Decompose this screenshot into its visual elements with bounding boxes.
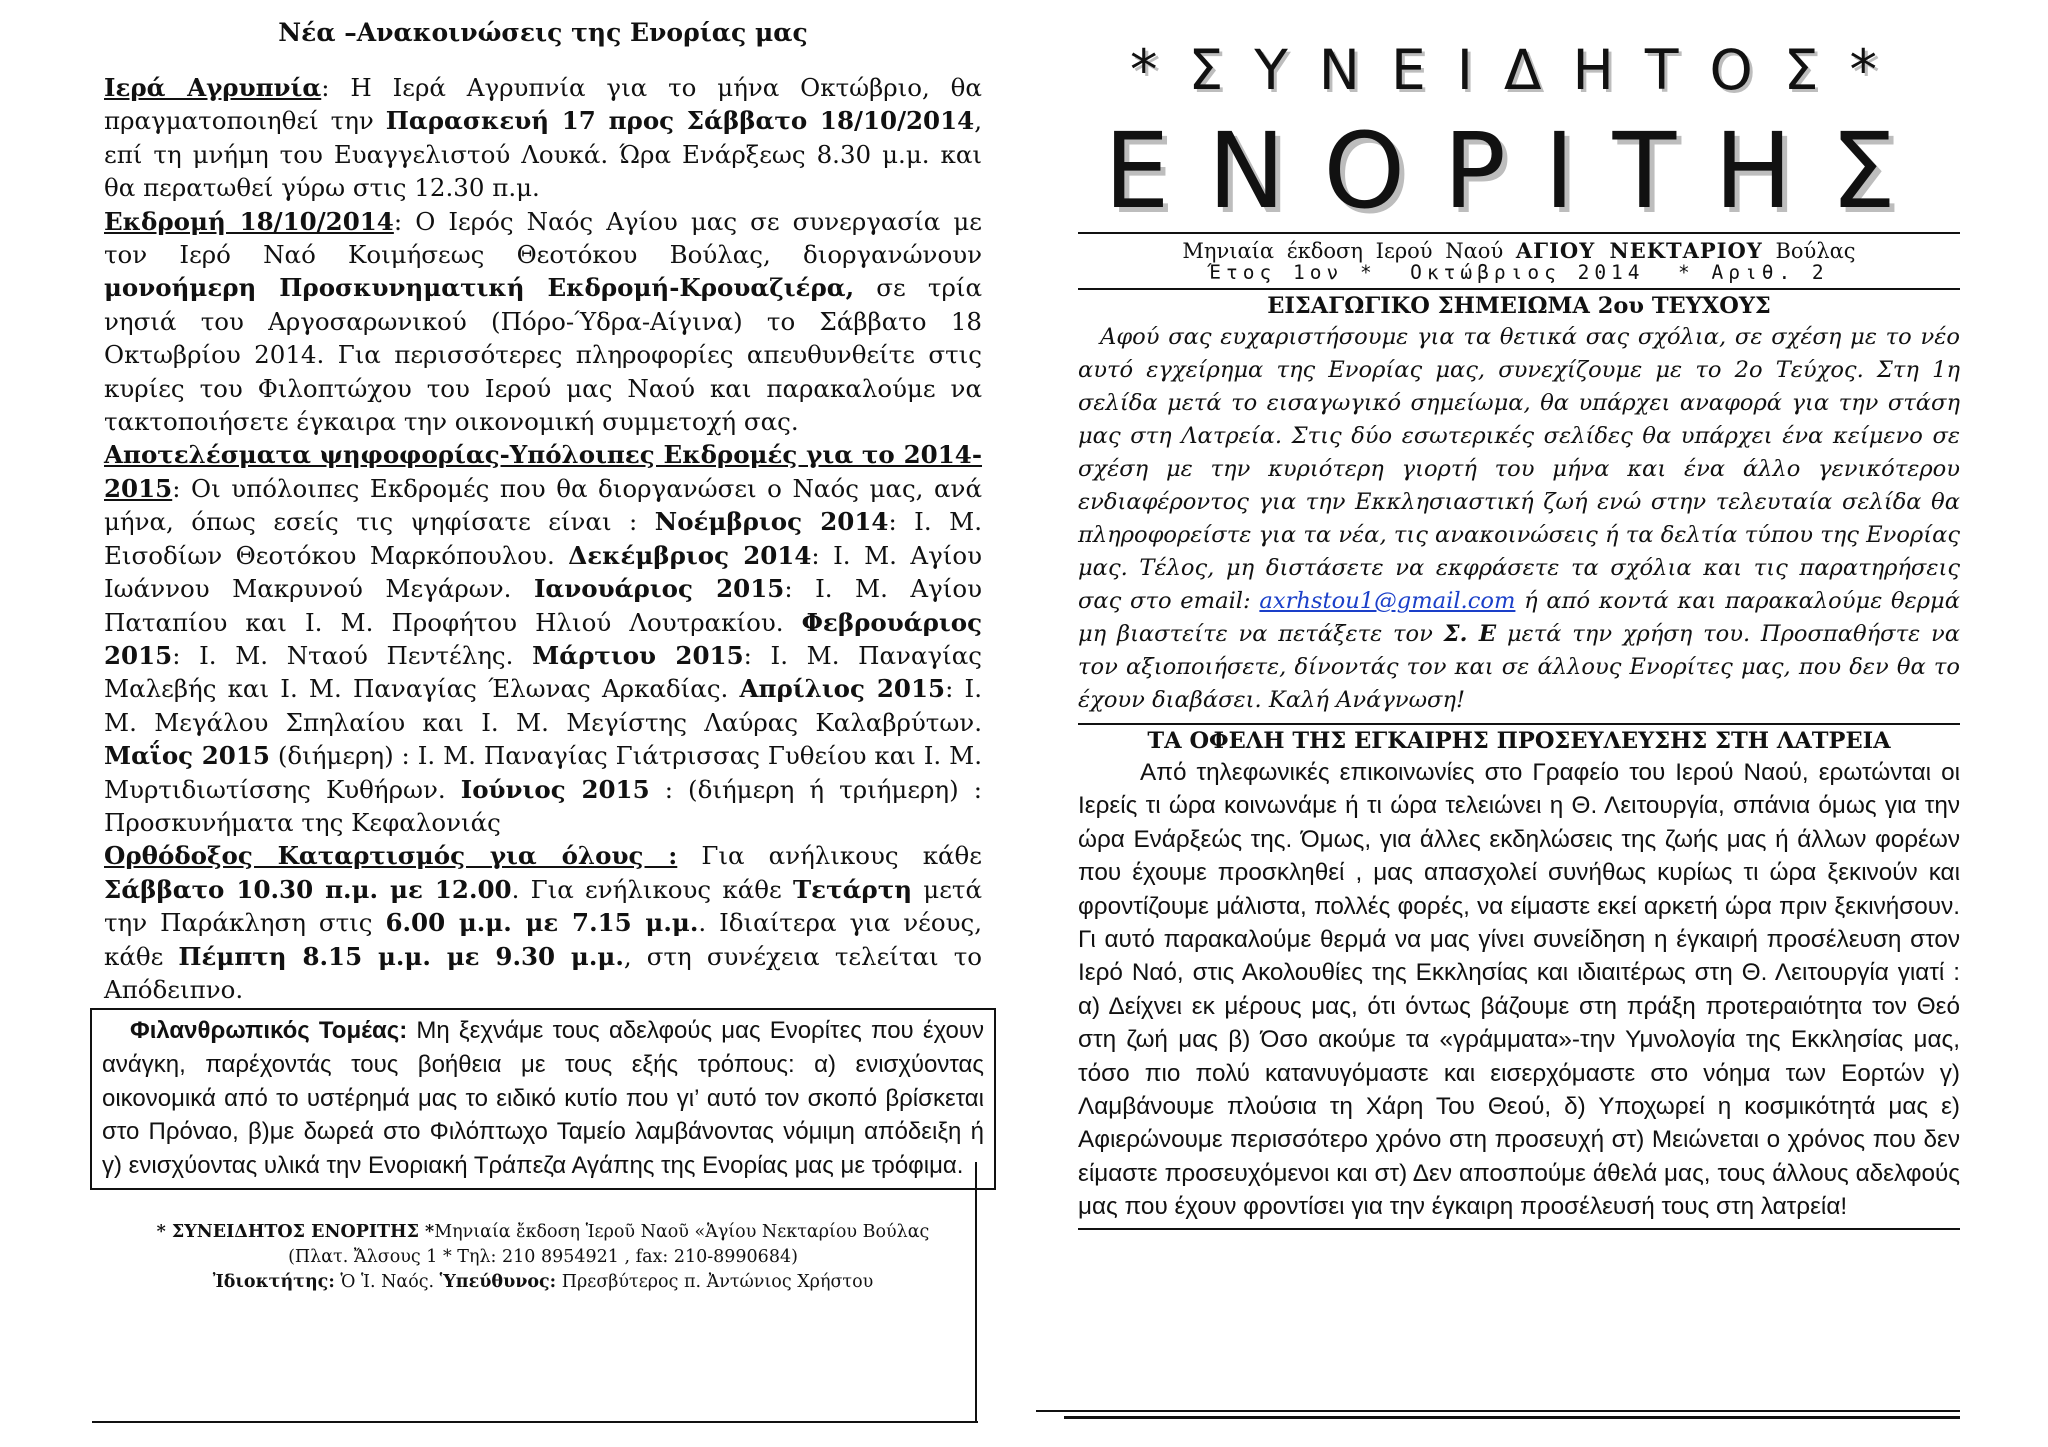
month-6: Απρίλιος 2015 — [739, 674, 946, 704]
left-page — [104, 0, 982, 1447]
colophon-address: (Πλατ. Ἄλσους 1 * Τηλ: 210 8954921 , fax: 210-8990684) — [288, 1247, 798, 1268]
agrypnia-label: Ιερά Αγρυπνία — [104, 73, 322, 102]
colophon — [104, 1220, 982, 1295]
month-7: Μαΐος 2015 — [104, 741, 270, 771]
announcements-title: Νέα –Ανακοινώσεις της Ενορίας μας — [278, 18, 808, 47]
article-paragraph: Από τηλεφωνικές επικοινωνίες στο Γραφείο του Ιερού Ναού, ερωτώνται οι Ιερείς τι ώρα κοινωνάμε ή τι ώρα τελειώνει η Θ. Λειτουργία, σπάνια όμως για την ώρα Ενάρξεώς της. Όμως, για άλλες εκδηλώσεις της ζωής μας ή άλλων φορέων που έχουμε προσκληθεί , μας απασχολεί συνήθως κυρίως τι ώρα ξεκινούν και φροντίζουμε μάλιστα, πολλές φορές, να είμαστε εκεί αρκετή ώρα πριν ξεκινήσουν. Γι αυτό παρακαλούμε θερμά να μας γίνει συνείδηση η έγκαιρή προσέλευση στον Ιερό Ναό, στις Ακολουθίες της Εκκλησίας και ιδιαιτέρως στη Θ. Λειτουργία γιατί : α) Δείχνει εκ μέρους μας, ότι όντως βάζουμε στη πράξη προτεραιότητα τον Θεό στη ζωή μας β) Όσο ακούμε τα «γράμματα»-την Υμνολογία της Εκκλησίας μας, τόσο πιο πολύ κατανυγόμαστε και εισερχόμαστε στο νόημα των Εορτών γ) Λαμβάνουμε πλούσια τη Χάρη Του Θεού, δ) Υποχωρεί η κοσμικότητά μας ε) Αφιερώνουμε περισσότερο χρόνο στη προσευχή στ) Μειώνεται ο χρόνος που δεν είμαστε προσευχόμενοι και στ) Δεν αποσπούμε άθελά μας, τους άλλους αδελφούς μας που έχουν φροντίσει για την έγκαιρη προσέλευσή τους στη λατρεία! — [1078, 759, 1960, 1221]
agrypnia-date: Παρασκευή 17 προς Σάββατο 18/10/2014 — [385, 106, 975, 136]
month-5: Μάρτιου 2015 — [532, 640, 744, 670]
responsible-value: Πρεσβύτερος π. Ἀντώνιος Χρήστου — [556, 1272, 874, 1293]
month-1: Νοέμβριος 2014 — [654, 507, 889, 537]
month-3: Ιανουάριος 2015 — [533, 574, 785, 604]
article-rule — [1078, 1228, 1960, 1230]
colophon-publisher: Μηνιαία ἔκδοση Ἱεροῦ Ναοῦ «Ἁγίου Νεκταρίου Βούλας — [434, 1222, 930, 1243]
left-vertical-rule — [975, 1162, 977, 1422]
charity-paragraph — [102, 1014, 984, 1182]
charity-text: Μη ξεχνάμε τους αδελφούς μας Ενορίτες που έχουν ανάγκη, παρέχοντάς τους βοήθεια με τους εξής τρόπους: α) ενισχύοντας οικονομικά από το υστέρημά μας το ειδικό κυτίο που γι’ αυτό τον σκοπό βρίσκεται στο Πρόναο, β)με δωρεά στο Φιλόπτωχο Ταμείο λαμβάνοντας νόμιμη απόδειξη ή γ) ενισχύοντας υλικά την Ενοριακή Τράπεζα Αγάπης της Ενορίας μας με τρόφιμα. — [102, 1017, 984, 1179]
left-bottom-rule — [92, 1421, 978, 1423]
intro-text-1: Αφού σας ευχαριστήσουμε για τα θετικά σας σχόλια, σε σχέση με το νέο αυτό εγχείρημα της Ενορίας μας, συνεχίζουμε με το 2ο Τεύχος. Στη 1η σελίδα μετά το εισαγωγικό σημείωμα, θα υπάρχει αναφορά για την στάση μας στη Λατρεία. Στις δύο εσωτερικές σελίδες θα υπάρχει ένα κείμενο σε σχέση με την κυριότερη γιορτή του μήνα και ένα άλλο γενικότερου ενδιαφέροντος για την Εκκλησιαστική ζωή ενώ στην τελευταία σελίδα θα πληροφορείστε για τα νέα, τις ανακοινώσεις ή τα δελτία τύπου της Ενορίας μας. Τέλος, μη διστάσετε να εκφράσετε τα σχόλια και τις παρατηρήσεις σας στο email: — [1078, 324, 1960, 614]
charity-box — [90, 1008, 996, 1190]
katartismos-text-5: , στη συνέχεια τελείται το Απόδειπνο. — [104, 941, 982, 1004]
email-link[interactable]: axrhstou1@gmail.com — [1259, 588, 1516, 614]
katartismos-bold-1: Σάββατο 10.30 π.μ. με 12.00 — [104, 874, 512, 904]
katartismos-label: Ορθόδοξος Καταρτισμός για όλους : — [104, 841, 678, 871]
issue-rule — [1078, 288, 1960, 290]
katartismos-text-2: . Για ενήλικους κάθε — [511, 874, 793, 904]
dest-3: : Ι. Μ. Αγίου Παταπίου και Ι. Μ. Προφήτου Ηλιού Λουτρακίου. — [104, 574, 982, 637]
charity-label: Φιλανθρωπικός Τομέας: — [130, 1017, 408, 1045]
ekdromi-label: Εκδρομή 18/10/2014 — [104, 206, 394, 236]
paragraph-katartismos — [104, 839, 982, 1006]
apotelesmata-intro: : Οι υπόλοιπες Εκδρομές που θα διοργανώσει ο Ναός μας, ανά μήνα, όπως εσείς τις ψηφίσατε είναι : — [104, 473, 982, 537]
paragraph-apotelesmata — [104, 438, 982, 839]
dest-6: : Ι. Μ. Μεγάλου Σπηλαίου και Ι. Μ. Μεγίστης Λαύρας Καλαβρύτων. — [104, 674, 982, 737]
colophon-line-3 — [104, 1270, 982, 1295]
katartismos-text-1: Για ανήλικους κάθε — [677, 841, 983, 871]
katartismos-text-4: . Ιδιαίτερα για νέους, κάθε — [104, 908, 982, 971]
katartismos-bold-2: Τετάρτη — [792, 874, 913, 904]
intro-rule — [1078, 723, 1960, 725]
intro-text-2: ή από κοντά και παρακαλούμε θερμά μη βιαστείτε να πετάξετε τον — [1078, 588, 1960, 647]
right-bottom-rule-2 — [1064, 1416, 1960, 1419]
agrypnia-text-1: : Η Ιερά Αγρυπνία για το μήνα Οκτώβριο, θα πραγματοποιηθεί την — [104, 73, 982, 136]
right-bottom-rule-1 — [1036, 1410, 1960, 1412]
dest-1: : Ι. Μ. Εισοδίων Θεοτόκου Μαρκόπουλου. — [104, 507, 982, 570]
publication-church: ΑΓΙΟΥ ΝΕΚΤΑΡΙΟΥ — [1515, 238, 1763, 263]
issue-line: Έτος 1ον * Οκτώβριος 2014 * Αριθ. 2 — [1209, 261, 1829, 284]
apotelesmata-label: Αποτελέσματα ψηφοφορίας-Υπόλοιπες Εκδρομές για το 2014-2015 — [104, 440, 982, 503]
dest-4: : Ι. Μ. Νταού Πεντέλης. — [172, 640, 533, 670]
ekdromi-bold: μονοήμερη Προσκυνηματική Εκδρομή-Κρουαζιέρα, — [104, 273, 855, 303]
owner-label: Ἰδιοκτήτης: — [212, 1272, 335, 1293]
katartismos-text-3: μετά την Παράκληση στις — [104, 874, 982, 938]
right-page — [1078, 0, 1960, 1447]
paragraph-agrypnia — [104, 71, 982, 205]
month-8: Ιούνιος 2015 — [460, 774, 650, 804]
month-2: Δεκέμβριος 2014 — [568, 540, 812, 570]
ekdromi-text-2: σε τρία νησιά του Αργοσαρωνικού (Πόρο-Ύδρα-Αίγινα) το Σάββατο 18 Οκτωβρίου 2014. Για περισσότερες πληροφορίες απευθυνθείτε στις κυρίες του Φιλοπτώχου του Ιερού μας Ναού και παρακαλούμε να τακτοποιήσετε έγκαιρα την οικονομική συμμετοχή σας. — [104, 273, 982, 437]
intro-heading: ΕΙΣΑΓΩΓΙΚΟ ΣΗΜΕΙΩΜΑ 2ου ΤΕΥΧΟΥΣ — [1267, 293, 1771, 319]
ekdromi-text-1: : Ο Ιερός Ναός Αγίου μας σε συνεργασία με τον Ιερό Ναό Κοιμήσεως Θεοτόκου Βούλας, διοργανώνουν — [104, 206, 982, 270]
agrypnia-text-2: , επί τη μνήμη του Ευαγγελιστού Λουκά. Ώρα Ενάρξεως 8.30 μ.μ. και θα περατωθεί γύρω στις 12.30 π.μ. — [104, 106, 982, 203]
publication-post: Βούλας — [1762, 239, 1856, 263]
paragraph-ekdromi — [104, 205, 982, 439]
owner-value: Ὁ Ἱ. Ναός. — [334, 1272, 440, 1293]
masthead-top: *ΣΥΝΕΙΔΗΤΟΣ* — [1129, 38, 1909, 102]
responsible-label: Ὑπεύθυνος: — [439, 1272, 557, 1293]
publication-pre: Μηνιαία έκδοση Ιερού Ναού — [1182, 239, 1516, 263]
dest-2: : Ι. Μ. Αγίου Ιωάννου Μακρυνού Μεγάρων. — [104, 540, 983, 604]
intro-bold: Σ. Ε — [1443, 621, 1497, 647]
month-4: Φεβρουάριος 2015 — [104, 607, 982, 670]
katartismos-bold-4: Πέμπτη 8.15 μ.μ. με 9.30 μ.μ. — [178, 941, 624, 971]
colophon-name: * ΣΥΝΕΙΔΗΤΟΣ ΕΝΟΡΙΤΗΣ * — [156, 1222, 435, 1243]
article-heading: ΤΑ ΟΦΕΛΗ ΤΗΣ ΕΓΚΑΙΡΗΣ ΠΡΟΣΕΥΛΕΥΣΗΣ ΣΤΗ ΛΑΤΡΕΙΑ — [1147, 728, 1891, 754]
dest-5: : Ι. Μ. Παναγίας Μαλεβής και Ι. Μ. Παναγίας Έλωνας Αρκαδίας. — [104, 640, 982, 704]
intro-paragraph — [1078, 321, 1960, 717]
masthead-rule — [1078, 232, 1960, 234]
colophon-line-1 — [104, 1220, 982, 1245]
intro-text-3: μετά την χρήση του. Προσπαθήστε να τον αξιοποιήσετε, δίνοντάς τον και σε άλλους Ενορίτες μας, που δεν θα το έχουν διαβάσει. Καλή Ανάγνωση! — [1078, 621, 1960, 713]
publication-line — [1078, 238, 1960, 263]
dest-7: (διήμερη) : Ι. Μ. Παναγίας Γιάτρισσας Γυθείου και Ι. Μ. Μυρτιδιωτίσσης Κυθήρων. — [104, 741, 982, 804]
masthead-main: ΕΝΟΡΙΤΗΣ — [1103, 110, 1935, 232]
katartismos-bold-3: 6.00 μ.μ. με 7.15 μ.μ. — [385, 908, 699, 938]
dest-8: : (διήμερη ή τριήμερη) : Προσκυνήματα της Κεφαλονιάς — [104, 774, 982, 837]
